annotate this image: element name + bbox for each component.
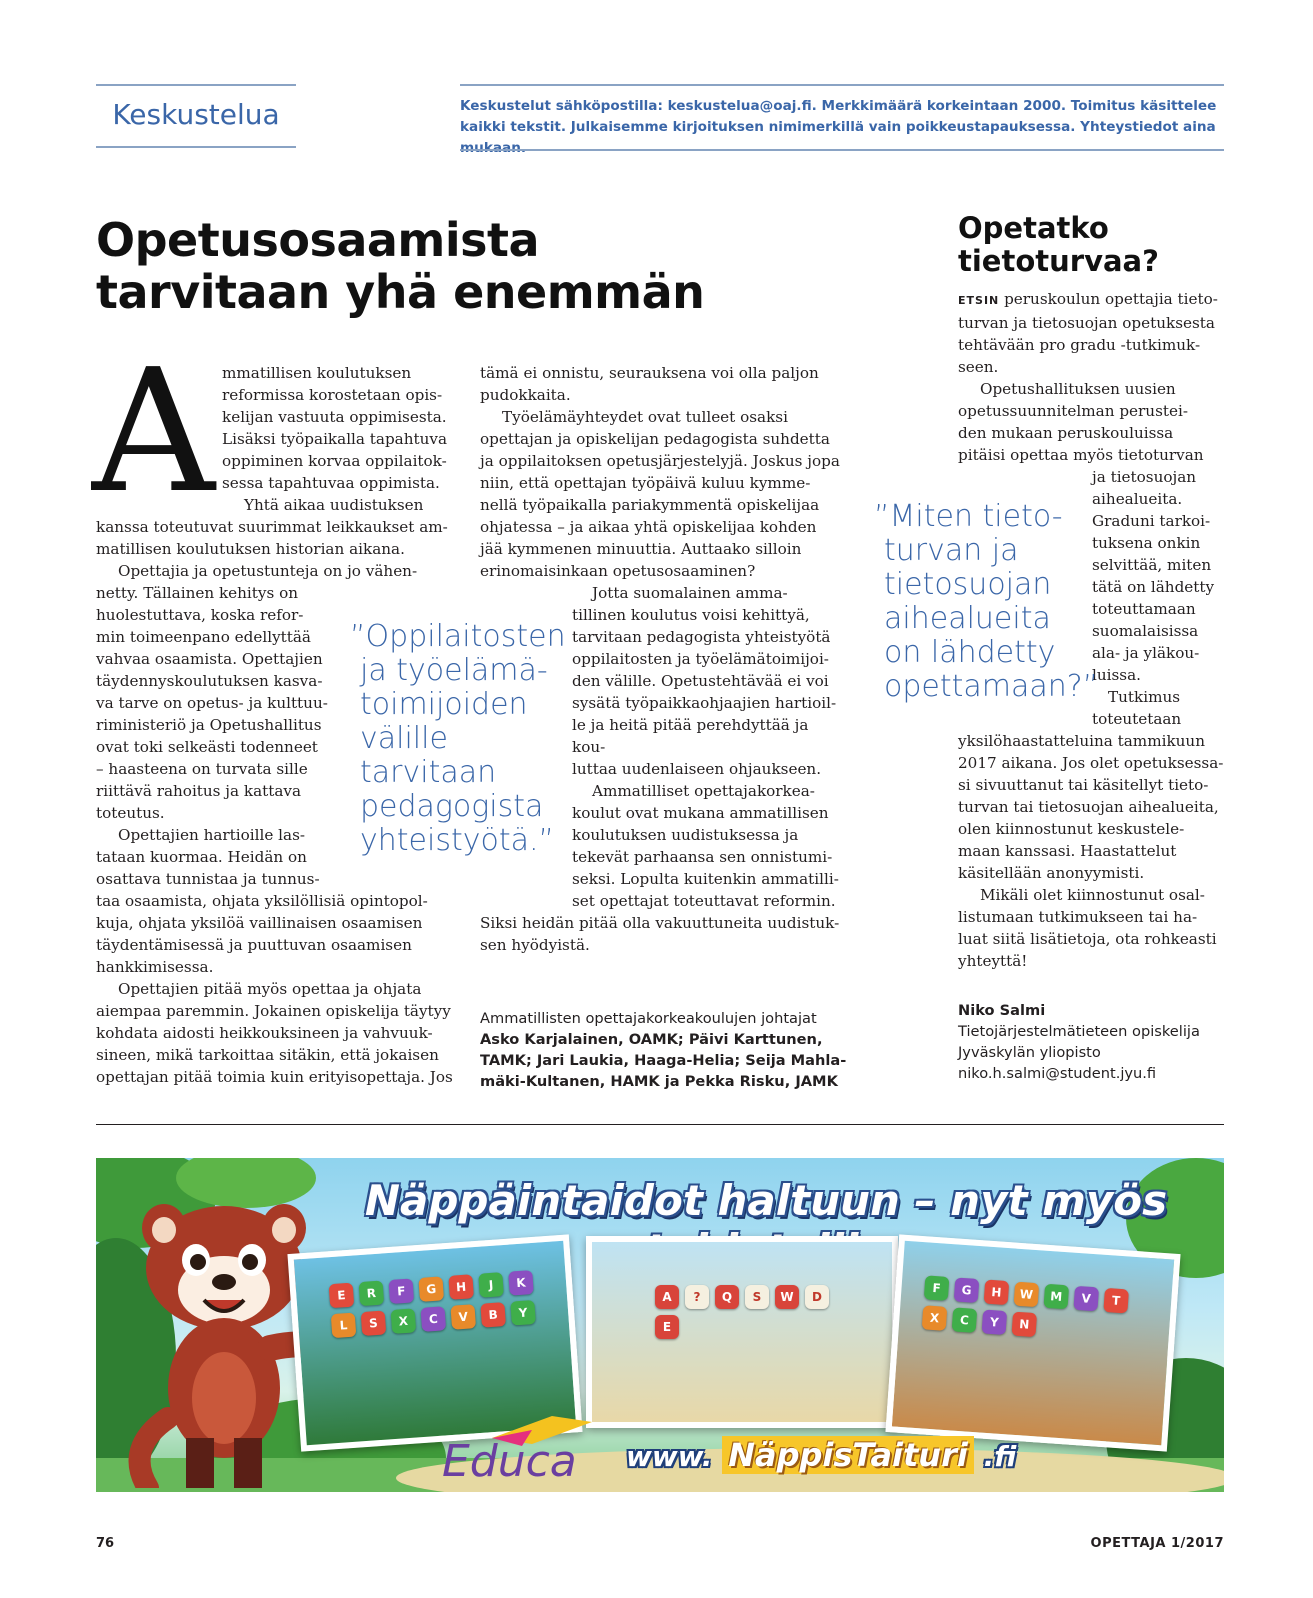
text-line: koulut ovat mukana ammatillisen bbox=[572, 804, 829, 822]
screenshot-2-keys bbox=[652, 1282, 852, 1342]
key-tile: L bbox=[331, 1313, 357, 1339]
key-tile: ? bbox=[685, 1285, 709, 1309]
key-tile: Q bbox=[715, 1285, 739, 1309]
text-line: netty. Tällainen kehitys on bbox=[96, 584, 299, 602]
key-tile: D bbox=[805, 1285, 829, 1309]
text-line: tämä ei onnistu, seurauksena voi olla paljon bbox=[480, 364, 819, 382]
text-line: sen hyödyistä. bbox=[480, 936, 590, 954]
text-line: den mukaan peruskouluissa bbox=[958, 424, 1174, 442]
text-line: vahvaa osaamista. Opettajien bbox=[96, 650, 323, 668]
text-line: Ammatilliset opettajakorkea- bbox=[592, 782, 815, 800]
text-line: Työelämäyhteydet ovat tulleet osaksi bbox=[502, 408, 788, 426]
ad-url-suffix: .fi bbox=[983, 1440, 1017, 1473]
text-line: Mikäli olet kiinnostunut osal- bbox=[980, 886, 1205, 904]
col2-top bbox=[480, 362, 840, 582]
text-line: tätä on lähdetty bbox=[1092, 578, 1215, 596]
text-line: le ja heitä pitää perehdyttää ja kou- bbox=[572, 716, 809, 756]
text-line: 2017 aikana. Jos olet opetuksessa- bbox=[958, 754, 1224, 772]
text-line: ja tietosuojan bbox=[1092, 468, 1197, 486]
pull-quote-line: on lähdetty bbox=[884, 635, 1056, 670]
key-tile: X bbox=[922, 1305, 948, 1331]
text-line: Yhtä aikaa uudistuksen bbox=[244, 496, 424, 514]
text-line: oppiminen korvaa oppilaitok- bbox=[222, 452, 447, 470]
game-screenshot-3 bbox=[885, 1234, 1180, 1451]
text-line: Opettajien pitää myös opettaa ja ohjata bbox=[118, 980, 422, 998]
key-tile: G bbox=[418, 1276, 444, 1302]
key-tile: R bbox=[359, 1281, 385, 1307]
text-line: peruskoulun opettajia tieto- bbox=[999, 290, 1218, 308]
text-line: sysätä työpaikkaohjaajien hartioil- bbox=[572, 694, 837, 712]
text-line: koulutuksen uudistuksessa ja bbox=[572, 826, 799, 844]
pull-quote-line: toimijoiden bbox=[360, 687, 528, 722]
text-line: den välille. Opetustehtävää ei voi bbox=[572, 672, 829, 690]
text-line: kanssa toteutuvat suurimmat leikkaukset am- bbox=[96, 518, 448, 536]
educa-logo bbox=[442, 1416, 612, 1486]
key-tile: V bbox=[450, 1304, 476, 1330]
text-line: nellä työpaikalla pariakymmentä opiskelijaa bbox=[480, 496, 820, 514]
pull-quote-line: pedagogista bbox=[360, 789, 544, 824]
paragraph bbox=[958, 884, 1228, 972]
text-line: huolestuttava, koska refor- bbox=[96, 606, 304, 624]
text-line: osattava tunnistaa ja tunnus- bbox=[96, 870, 320, 888]
text-line: Opettajia ja opetustunteja on jo vähen- bbox=[118, 562, 418, 580]
screenshot-3-keys bbox=[918, 1272, 1152, 1348]
paragraph bbox=[480, 780, 840, 956]
text-line: ala- ja yläkou- bbox=[1092, 644, 1200, 662]
key-tile: G bbox=[954, 1277, 980, 1303]
ad-divider bbox=[96, 1124, 1224, 1125]
key-tile: F bbox=[924, 1275, 950, 1301]
text-line: Tutkimus bbox=[1108, 688, 1181, 706]
text-line: yksilöhaastatteluina tammikuun bbox=[958, 732, 1205, 750]
text-line: toteutetaan bbox=[1092, 710, 1182, 728]
sidebar-title bbox=[958, 212, 1159, 278]
game-screenshot-2 bbox=[586, 1236, 898, 1428]
text-line: täydentämisessä ja puuttuvan osaamisen bbox=[96, 936, 412, 954]
sidebar-body-bottom bbox=[958, 686, 1228, 972]
text-line: kohdata aidosti heikkouksineen ja vahvuuk- bbox=[96, 1024, 433, 1042]
text-line: yhteyttä! bbox=[958, 952, 1028, 970]
signature-line: Asko Karjalainen, OAMK; Päivi Karttunen, bbox=[480, 1031, 823, 1048]
paragraph bbox=[480, 582, 840, 780]
ad-url-prefix: www. bbox=[626, 1440, 713, 1473]
text-line: käsitellään anonyymisti. bbox=[958, 864, 1145, 882]
key-tile: J bbox=[478, 1272, 504, 1298]
article-title-line1: Opetusosaamista bbox=[96, 213, 540, 267]
text-line: kelijan vastuuta oppimisesta. bbox=[222, 408, 447, 426]
ad-headline: Näppäintaidot haltuun – nyt myös bbox=[364, 1176, 1168, 1225]
ad-url-name: NäppisTaituri bbox=[722, 1436, 974, 1474]
text-line: maan kanssasi. Haastattelut bbox=[958, 842, 1177, 860]
text-line: kuja, ohjata yksilöä vaillinaisen osaamisen bbox=[96, 914, 423, 932]
article-signature bbox=[480, 1008, 860, 1092]
text-line: opetussuunnitelman perustei- bbox=[958, 402, 1188, 420]
paragraph bbox=[222, 362, 462, 494]
text-line: tehtävään pro gradu -tutkimuk- bbox=[958, 336, 1201, 354]
submission-notice: Keskustelut sähköpostilla: keskustelua@oaj.fi. Merkkimäärä korkeintaan 2000. Toimitus käsittelee kaikki tekstit. Julkaisemme kirjoituksen nimimerkillä vain poikkeustapauksessa. Yhteystiedot aina mukaan. bbox=[460, 98, 1217, 156]
text-line: ja oppilaitoksen opetusjärjestelyjä. Joskus jopa bbox=[480, 452, 840, 470]
signature-intro: Ammatillisten opettajakorkeakoulujen johtajat bbox=[480, 1010, 817, 1027]
text-line: sineen, mikä tarkoittaa sitäkin, että jokaisen bbox=[96, 1046, 439, 1064]
pull-quote-line: turvan ja bbox=[884, 533, 1019, 568]
text-line: – haasteena on turvata sille bbox=[96, 760, 308, 778]
key-tile: C bbox=[952, 1307, 978, 1333]
ad-url[interactable] bbox=[626, 1436, 1016, 1474]
sidebar-title-line2: tietoturvaa? bbox=[958, 244, 1159, 278]
key-tile: K bbox=[508, 1270, 534, 1296]
section-rule-top bbox=[96, 84, 296, 86]
key-tile: V bbox=[1073, 1286, 1099, 1312]
text-line: Graduni tarkoi- bbox=[1092, 512, 1211, 530]
screenshot-1-keys bbox=[325, 1267, 539, 1342]
advertisement[interactable] bbox=[96, 1158, 1224, 1492]
key-tile: H bbox=[448, 1274, 474, 1300]
text-line: Jotta suomalainen amma- bbox=[592, 584, 788, 602]
text-line: riittävä rahoitus ja kattava bbox=[96, 782, 302, 800]
text-line: ovat toki selkeästi todenneet bbox=[96, 738, 318, 756]
text-line: jää kymmenen minuuttia. Auttaako silloin bbox=[480, 540, 802, 558]
text-line: tillinen koulutus voisi kehittyä, bbox=[572, 606, 810, 624]
text-line: taa osaamista, ohjata yksilöllisiä opintopol- bbox=[96, 892, 428, 910]
key-tile: H bbox=[984, 1280, 1010, 1306]
text-line: seksi. Lopulta kuitenkin ammatilli- bbox=[572, 870, 839, 888]
pull-quote-line: ”Oppilaitosten bbox=[350, 619, 566, 654]
key-tile: W bbox=[775, 1285, 799, 1309]
section-rule-bottom bbox=[96, 146, 296, 148]
sidebar-title-line1: Opetatko bbox=[958, 211, 1109, 245]
text-line: reformissa korostetaan opis- bbox=[222, 386, 443, 404]
text-line: luissa. bbox=[1092, 666, 1141, 684]
text-line: niin, että opettajan työpäivä kuluu kymme- bbox=[480, 474, 811, 492]
key-tile: E bbox=[329, 1283, 355, 1309]
sidebar-pull-quote bbox=[874, 499, 1099, 704]
text-line: opettajan pitää toimia kuin erityisopettaja. Jos bbox=[96, 1068, 453, 1086]
text-line: ohjatessa – ja aikaa yhtä opiskelijaa kohden bbox=[480, 518, 817, 536]
key-tile: W bbox=[1014, 1282, 1040, 1308]
text-line: sessa tapahtuvaa oppimista. bbox=[222, 474, 440, 492]
notice-rule-top bbox=[460, 84, 1224, 86]
text-line: matillisen koulutuksen historian aikana. bbox=[96, 540, 405, 558]
pull-quote-line: yhteistyötä.” bbox=[360, 823, 555, 858]
key-tile: N bbox=[1011, 1312, 1037, 1338]
key-tile: T bbox=[1103, 1288, 1129, 1314]
text-line: si sivuuttanut tai käsitellyt tieto- bbox=[958, 776, 1209, 794]
paragraph bbox=[958, 686, 1228, 884]
paragraph bbox=[96, 978, 456, 1088]
sidebar-author bbox=[958, 1000, 1228, 1084]
pull-quote-line: tarvitaan bbox=[360, 755, 497, 790]
text-line: suomalaisissa bbox=[1092, 622, 1199, 640]
pull-quote-line: ja työelämä- bbox=[360, 653, 548, 688]
paragraph bbox=[480, 406, 840, 582]
key-tile: B bbox=[480, 1302, 506, 1328]
text-line: Opetushallituksen uusien bbox=[980, 380, 1176, 398]
text-line: Lisäksi työpaikalla tapahtuva bbox=[222, 430, 448, 448]
text-line: seen. bbox=[958, 358, 999, 376]
text-line: turvan ja tietosuojan opetuksesta bbox=[958, 314, 1215, 332]
key-tile: E bbox=[655, 1315, 679, 1339]
article-title-line2: tarvitaan yhä enemmän bbox=[96, 265, 705, 319]
text-line: pitäisi opettaa myös tietoturvan bbox=[958, 446, 1204, 464]
paragraph bbox=[96, 494, 456, 560]
sidebar-lead-word: ETSIN bbox=[958, 294, 1000, 307]
pull-quote-line: välille bbox=[360, 721, 448, 756]
sidebar-lead-line bbox=[958, 288, 1228, 312]
key-tile: M bbox=[1043, 1284, 1069, 1310]
text-line: min toimeenpano edellyttää bbox=[96, 628, 311, 646]
paragraph bbox=[958, 312, 1228, 378]
key-tile: A bbox=[655, 1285, 679, 1309]
key-tile: S bbox=[361, 1310, 387, 1336]
text-line: toteutus. bbox=[96, 804, 165, 822]
col1-intro bbox=[222, 362, 462, 494]
text-line: oppilaitosten ja työelämätoimijoi- bbox=[572, 650, 829, 668]
paragraph bbox=[480, 362, 840, 406]
key-tile: Y bbox=[982, 1309, 1008, 1335]
text-line: luat siitä lisätietoja, ota rohkeasti bbox=[958, 930, 1217, 948]
author-email[interactable]: niko.h.salmi@student.jyu.fi bbox=[958, 1065, 1157, 1082]
text-line: tuksena onkin bbox=[1092, 534, 1201, 552]
text-line: täydennyskoulutuksen kasva- bbox=[96, 672, 323, 690]
text-line: selvittää, miten bbox=[1092, 556, 1212, 574]
pull-quote-line: tietosuojan bbox=[884, 567, 1052, 602]
key-tile: X bbox=[391, 1308, 417, 1334]
signature-line: mäki-Kultanen, HAMK ja Pekka Risku, JAMK bbox=[480, 1073, 838, 1090]
pull-quote-line: opettamaan?” bbox=[884, 669, 1099, 704]
text-line: set opettajat toteuttavat reformin. bbox=[572, 892, 836, 910]
col2-bottom bbox=[480, 582, 840, 956]
text-line: erinomaisinkaan opetusosaaminen? bbox=[480, 562, 756, 580]
drop-cap: A bbox=[92, 333, 215, 531]
text-line: riministeriö ja Opetushallitus bbox=[96, 716, 322, 734]
text-line: tataan kuormaa. Heidän on bbox=[96, 848, 307, 866]
text-line: mmatillisen koulutuksen bbox=[222, 364, 412, 382]
text-line: Siksi heidän pitää olla vakuuttuneita uudistuk- bbox=[480, 914, 840, 932]
text-line: turvan tai tietosuojan aihealueita, bbox=[958, 798, 1219, 816]
key-tile: S bbox=[745, 1285, 769, 1309]
text-line: opettajan ja opiskelijan pedagogista suhdetta bbox=[480, 430, 830, 448]
text-line: listumaan tutkimukseen tai ha- bbox=[958, 908, 1198, 926]
text-line: va tarve on opetus- ja kulttuu- bbox=[96, 694, 328, 712]
text-line: pudokkaita. bbox=[480, 386, 571, 404]
text-line: olen kiinnostunut keskustele- bbox=[958, 820, 1185, 838]
text-line: aihealueita. bbox=[1092, 490, 1183, 508]
signature-line: TAMK; Jari Laukia, Haaga-Helia; Seija Mahla- bbox=[480, 1052, 847, 1069]
key-tile: Y bbox=[510, 1300, 536, 1326]
text-line: toteuttamaan bbox=[1092, 600, 1196, 618]
section-label: Keskustelua bbox=[112, 98, 280, 131]
text-line: luttaa uudenlaiseen ohjaukseen. bbox=[572, 760, 822, 778]
pull-quote-line: aihealueita bbox=[884, 601, 1051, 636]
page-number: 76 bbox=[96, 1536, 115, 1551]
text-line: tarvitaan pedagogista yhteistyötä bbox=[572, 628, 831, 646]
magazine-issue: OPETTAJA 1/2017 bbox=[1090, 1536, 1224, 1551]
author-org: Jyväskylän yliopisto bbox=[958, 1044, 1101, 1061]
pull-quote-line: ”Miten tieto- bbox=[874, 499, 1063, 534]
author-name: Niko Salmi bbox=[958, 1002, 1046, 1019]
author-role: Tietojärjestelmätieteen opiskelija bbox=[958, 1023, 1200, 1040]
text-line: aiempaa paremmin. Jokainen opiskelija täytyy bbox=[96, 1002, 451, 1020]
key-tile: F bbox=[388, 1278, 414, 1304]
text-line: tekevät parhaansa sen onnistumi- bbox=[572, 848, 833, 866]
notice-rule-bottom bbox=[460, 149, 1224, 151]
article-title bbox=[96, 214, 704, 318]
signature-names bbox=[480, 1029, 860, 1092]
text-line: Opettajien hartioille las- bbox=[118, 826, 306, 844]
educa-wordmark: Educa bbox=[442, 1436, 577, 1487]
text-line: hankkimisessa. bbox=[96, 958, 214, 976]
key-tile: C bbox=[421, 1306, 447, 1332]
